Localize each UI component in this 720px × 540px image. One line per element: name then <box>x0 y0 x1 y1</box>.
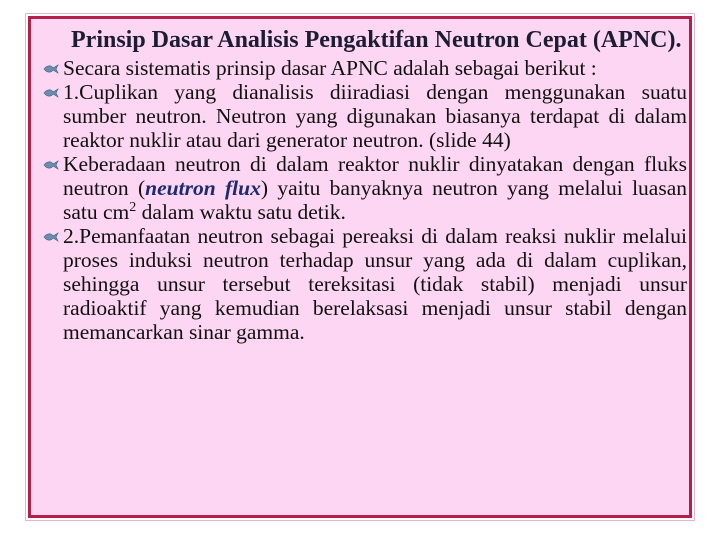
slide-frame <box>28 16 692 518</box>
ribbon-bullet-icon <box>43 64 59 74</box>
bullet-text: Secara sistematis prinsip dasar APNC adalah sebagai berikut : <box>63 56 597 80</box>
bullet-item-intro <box>43 56 687 80</box>
bullet-text-before: Keberadaan neutron di dalam reaktor nuklir dinyatakan dengan fluks neutron ( <box>63 152 687 200</box>
neutron-flux-term: neutron flux <box>145 176 261 200</box>
bullet-text: 1.Cuplikan yang dianalisis diiradiasi dengan menggunakan suatu sumber neutron. Neutron yang digunakan biasanya terdapat di dalam reaktor nuklir atau dari generator neutron. (slide 44) <box>63 80 687 152</box>
ribbon-bullet-icon <box>43 160 59 170</box>
bullet-text: 2.Pemanfaatan neutron sebagai pereaksi di dalam reaksi nuklir melalui proses induksi neutron terhadap unsur yang ada di dalam cuplikan, sehingga unsur tersebut tereksitasi (tidak stabil) menjadi unsur radioaktif yang kemudian berelaksasi menjadi unsur stabil dengan memancarkan sinar gamma. <box>63 224 687 344</box>
ribbon-bullet-icon <box>43 88 59 98</box>
bullet-item-step-1 <box>43 80 687 152</box>
bullet-text-middle: ) yaitu banyaknya neutron yang melalui luasan satu cm <box>63 176 687 224</box>
slide-title: Prinsip Dasar Analisis Pengaktifan Neutron Cepat (APNC). <box>71 27 682 53</box>
superscript-2: 2 <box>129 199 137 215</box>
bullet-item-flux <box>43 152 687 224</box>
ribbon-bullet-icon <box>43 232 59 242</box>
bullet-item-step-2 <box>43 224 687 344</box>
bullet-text-after: dalam waktu satu detik. <box>136 200 346 224</box>
slide-content <box>43 27 687 344</box>
